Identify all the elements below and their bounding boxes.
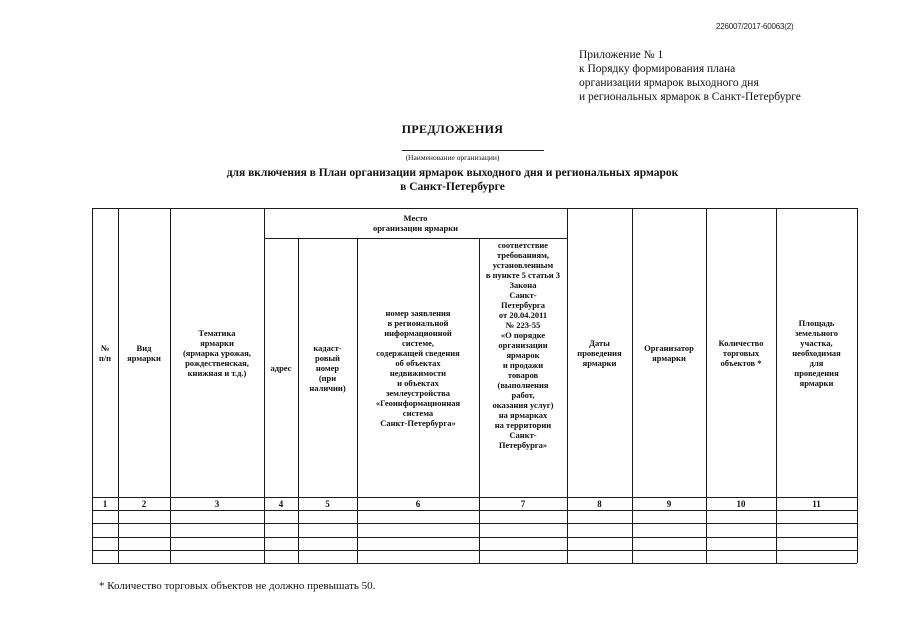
subtitle-line-2: в Санкт-Петербурге [400, 181, 505, 193]
header-fair-organizer: Организатор ярмарки [644, 342, 694, 363]
header-fair-theme: Тематика ярмарки (ярмарка урожая, рождественская, книжная и т.д.) [182, 327, 252, 378]
header-fair-type: Вид ярмарки [127, 342, 161, 363]
header-address: адрес [270, 362, 292, 373]
column-number: 5 [325, 498, 330, 509]
document-number: 226007/2017-60063(2) [716, 22, 794, 31]
column-number: 11 [812, 498, 821, 509]
column-line [857, 208, 858, 563]
column-number: 3 [214, 498, 220, 509]
column-number: 10 [736, 498, 746, 509]
column-number: 9 [666, 498, 672, 509]
document-title: ПРЕДЛОЖЕНИЯ [401, 122, 504, 136]
header-fair-location-group: Место организации ярмарки [372, 213, 459, 233]
column-number: 7 [520, 498, 526, 509]
appendix-line: Приложение № 1 [579, 49, 664, 61]
row-line [92, 523, 857, 524]
table-border-bottom [92, 563, 857, 564]
column-number: 1 [102, 498, 108, 509]
footnote: * Количество торговых объектов не должно превышать 50. [99, 580, 376, 592]
appendix-line: и региональных ярмарок в Санкт-Петербурге [579, 91, 801, 103]
header-trade-objects-count: Количество торговых объектов * [718, 337, 764, 368]
appendix-line: к Порядку формирования плана [579, 63, 736, 75]
numbers-row-bottom-line [92, 510, 857, 511]
header-row-number: № п/п [98, 342, 112, 363]
organization-caption: (Наименование организации) [405, 153, 500, 162]
column-number: 4 [278, 498, 284, 509]
column-number: 2 [141, 498, 147, 509]
header-application-number: номер заявления в региональной информационной системе, содержащей сведения об объектах недвижимости и объектах землеустройства «Геоинформационная система Санкт-Петербурга» [375, 307, 461, 428]
row-line [92, 550, 857, 551]
column-number: 8 [597, 498, 602, 509]
header-fair-dates: Даты проведения ярмарки [577, 337, 622, 368]
appendix-line: организации ярмарок выходного дня [579, 77, 759, 89]
header-land-area: Площадь земельного участка, необходимая для проведения ярмарки [792, 317, 841, 388]
header-law-compliance: соответствие требованиям, установленным в пункте 5 статьи 3 Закона Санкт- Петербурга от 20.04.2011 № 223-55 «О порядке организации ярмарок и продажи товаров (выполнения работ, оказания услуг) на ярмарках на территории Санкт- Петербурга» [485, 240, 561, 450]
subtitle-line-1: для включения в План организации ярмарок выходного дня и региональных ярмарок [226, 167, 679, 179]
header-cadastral-number: кадаст- ровый номер (при наличии) [309, 342, 346, 393]
column-number: 6 [415, 498, 421, 509]
row-line [92, 537, 857, 538]
